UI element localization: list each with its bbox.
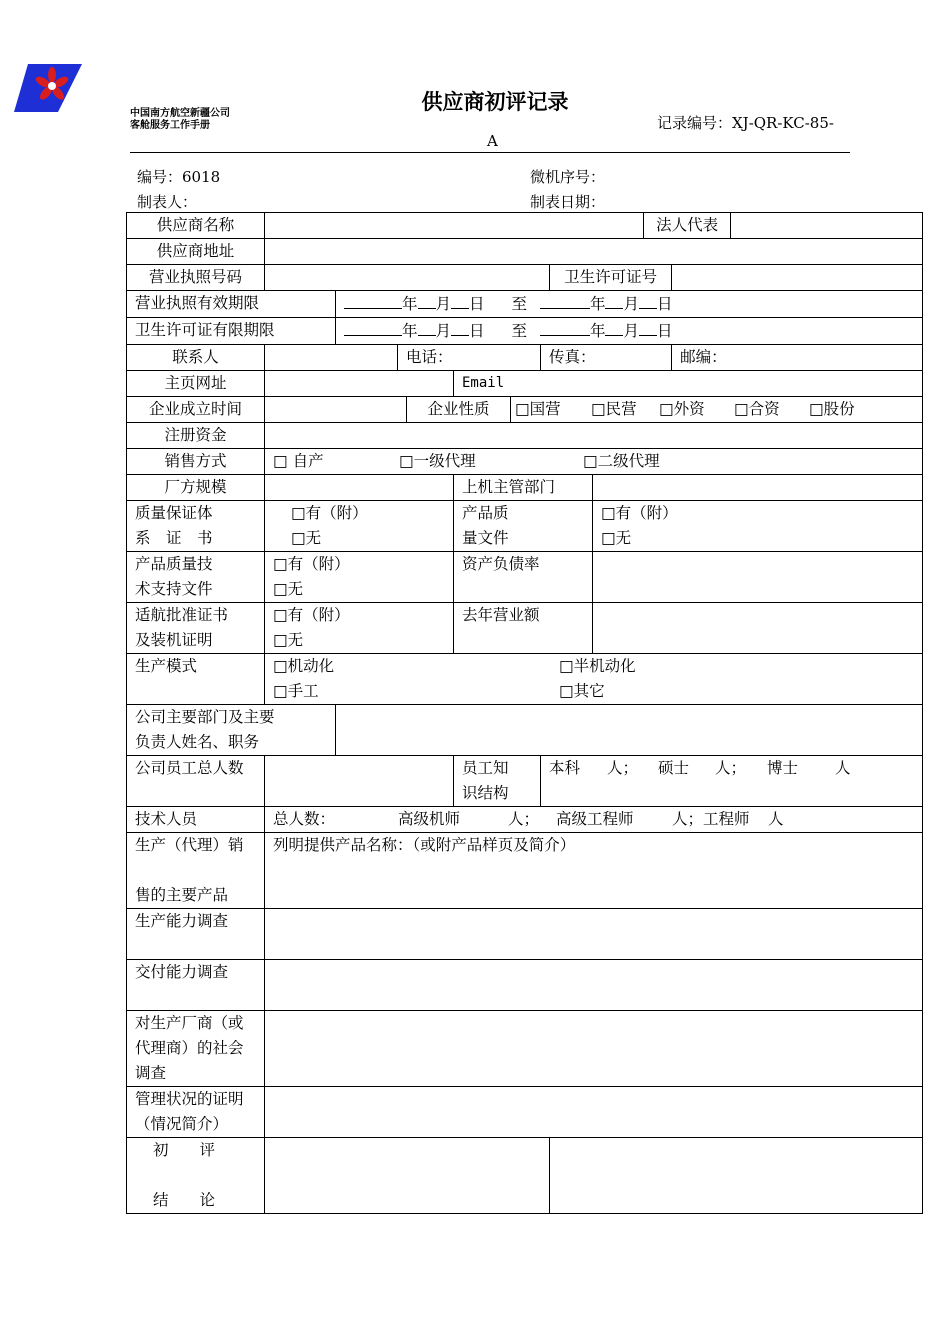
- preparer-label: 制表人：: [137, 193, 198, 211]
- row-tech-support: [127, 552, 923, 603]
- contact-value[interactable]: [265, 345, 398, 371]
- license-no-label: 营业执照号码: [127, 265, 265, 291]
- postcode-field[interactable]: 邮编：: [672, 345, 923, 371]
- nature-joint-venture-checkbox[interactable]: □合资: [734, 400, 780, 418]
- main-depts-value[interactable]: [336, 705, 923, 756]
- homepage-value[interactable]: [265, 371, 454, 397]
- debt-ratio-label: 资产负债率: [454, 552, 593, 603]
- tech-support-label: 产品质量技 术支持文件: [127, 552, 265, 603]
- prep-date-label: 制表日期：: [530, 193, 606, 211]
- prod-quality-doc-label: 产品质 量文件: [454, 501, 593, 552]
- row-main-departments: [127, 705, 923, 756]
- prelim-conclusion-signature[interactable]: [550, 1138, 923, 1214]
- sales-self-produce-checkbox[interactable]: □ 自产: [273, 452, 324, 470]
- record-number-suffix: A: [487, 132, 498, 150]
- sales-secondary-agent-checkbox[interactable]: □二级代理: [583, 452, 660, 470]
- row-production-mode: [127, 654, 923, 705]
- row-supplier-address: [127, 239, 923, 265]
- delivery-survey-label: 交付能力调查: [127, 960, 265, 1011]
- qa-cert-none-checkbox[interactable]: □无: [291, 529, 322, 547]
- row-contact: [127, 345, 923, 371]
- nature-state-owned-checkbox[interactable]: □国营: [515, 400, 561, 418]
- row-tech-staff: [127, 807, 923, 833]
- prelim-conclusion-value[interactable]: [265, 1138, 550, 1214]
- row-capacity-survey: [127, 909, 923, 960]
- sales-primary-agent-checkbox[interactable]: □一级代理: [399, 452, 476, 470]
- supplier-addr-label: 供应商地址: [127, 239, 265, 265]
- prod-manual-checkbox[interactable]: □手工: [273, 682, 319, 700]
- airworthiness-has-checkbox[interactable]: □有（附）: [273, 606, 350, 624]
- mgmt-proof-label: 管理状况的证明 （情况简介）: [127, 1087, 265, 1138]
- row-factory-scale: [127, 475, 923, 501]
- email-field[interactable]: Email: [454, 371, 923, 397]
- row-homepage: [127, 371, 923, 397]
- last-year-revenue-label: 去年营业额: [454, 603, 593, 654]
- mgmt-proof-value[interactable]: [265, 1087, 923, 1138]
- tech-support-options[interactable]: [265, 552, 454, 603]
- page-title: 供应商初评记录: [421, 90, 569, 114]
- row-airworthiness: [127, 603, 923, 654]
- supervising-dept-value[interactable]: [593, 475, 923, 501]
- qa-cert-has-checkbox[interactable]: □有（附）: [291, 504, 368, 522]
- tech-staff-label: 技术人员: [127, 807, 265, 833]
- total-staff-label: 公司员工总人数: [127, 756, 265, 807]
- prelim-conclusion-label: 初 评 结 论: [127, 1138, 265, 1214]
- factory-scale-value[interactable]: [265, 475, 454, 501]
- prod-semi-mechanized-checkbox[interactable]: □半机动化: [559, 657, 636, 675]
- delivery-survey-value[interactable]: [265, 960, 923, 1011]
- tech-staff-breakdown[interactable]: 总人数： 高级机师 人； 高级工程师 人；工程师 人: [265, 807, 923, 833]
- supervising-dept-label: 上机主管部门: [454, 475, 593, 501]
- health-validity-range[interactable]: 年 月 日 至 年 月 日: [336, 318, 923, 345]
- company-line2: 客舱服务工作手册: [130, 120, 210, 131]
- row-sales-mode: [127, 449, 923, 475]
- health-permit-no-label: 卫生许可证号: [550, 265, 672, 291]
- nature-foreign-checkbox[interactable]: □外资: [659, 400, 705, 418]
- airworthiness-label: 适航批准证书 及装机证明: [127, 603, 265, 654]
- established-label: 企业成立时间: [127, 397, 265, 423]
- row-staff: [127, 756, 923, 807]
- form-number: 编号：6018: [137, 168, 221, 186]
- prod-quality-doc-options[interactable]: [593, 501, 923, 552]
- legal-rep-value[interactable]: [731, 213, 923, 239]
- supplier-name-value[interactable]: [265, 213, 644, 239]
- capacity-survey-value[interactable]: [265, 909, 923, 960]
- nature-private-checkbox[interactable]: □民营: [591, 400, 637, 418]
- license-validity-label: 营业执照有效期限: [127, 291, 336, 318]
- production-mode-label: 生产模式: [127, 654, 265, 705]
- supplier-form-table: [126, 212, 923, 1214]
- degree-breakdown[interactable]: 本科 人； 硕士 人； 博士 人: [541, 756, 923, 807]
- established-value[interactable]: [265, 397, 407, 423]
- row-delivery-survey: [127, 960, 923, 1011]
- row-preliminary-conclusion: [127, 1138, 923, 1214]
- row-license-validity: [127, 291, 923, 318]
- contact-label: 联系人: [127, 345, 265, 371]
- prod-mechanized-checkbox[interactable]: □机动化: [273, 657, 335, 675]
- supplier-addr-value[interactable]: [265, 239, 923, 265]
- row-social-survey: [127, 1011, 923, 1087]
- debt-ratio-value[interactable]: [593, 552, 923, 603]
- main-depts-label: 公司主要部门及主要 负责人姓名、职务: [127, 705, 336, 756]
- knowledge-structure-label: 员工知 识结构: [454, 756, 541, 807]
- prod-quality-has-checkbox[interactable]: □有（附）: [601, 504, 678, 522]
- nature-label: 企业性质: [407, 397, 511, 423]
- reg-capital-label: 注册资金: [127, 423, 265, 449]
- sales-mode-options[interactable]: [265, 449, 923, 475]
- main-products-label: 生产（代理）销 售的主要产品: [127, 833, 265, 909]
- phone-field[interactable]: 电话：: [398, 345, 541, 371]
- tech-support-has-checkbox[interactable]: □有（附）: [273, 555, 350, 573]
- supplier-name-label: 供应商名称: [127, 213, 265, 239]
- row-registered-capital: [127, 423, 923, 449]
- nature-options[interactable]: [511, 397, 923, 423]
- airworthiness-options[interactable]: [265, 603, 454, 654]
- production-mode-options[interactable]: [265, 654, 923, 705]
- prod-other-checkbox[interactable]: □其它: [559, 682, 605, 700]
- social-survey-value[interactable]: [265, 1011, 923, 1087]
- company-line1: 中国南方航空新疆公司: [130, 108, 230, 119]
- fax-field[interactable]: 传真：: [541, 345, 672, 371]
- row-health-validity: [127, 318, 923, 345]
- tech-support-none-checkbox[interactable]: □无: [273, 580, 304, 598]
- row-supplier-name: [127, 213, 923, 239]
- sales-mode-label: 销售方式: [127, 449, 265, 475]
- row-main-products: [127, 833, 923, 909]
- legal-rep-label: 法人代表: [644, 213, 731, 239]
- qa-cert-label: 质量保证体 系 证 书: [127, 501, 265, 552]
- last-year-revenue-value[interactable]: [593, 603, 923, 654]
- row-established: [127, 397, 923, 423]
- capacity-survey-label: 生产能力调查: [127, 909, 265, 960]
- total-staff-value[interactable]: [265, 756, 454, 807]
- homepage-label: 主页网址: [127, 371, 265, 397]
- health-validity-label: 卫生许可证有限期限: [127, 318, 336, 345]
- prod-quality-none-checkbox[interactable]: □无: [601, 529, 632, 547]
- license-validity-range[interactable]: 年 月 日 至 年 月 日: [336, 291, 923, 318]
- row-license-number: [127, 265, 923, 291]
- micro-seq-label: 微机序号：: [530, 168, 606, 186]
- health-permit-no-value[interactable]: [672, 265, 923, 291]
- nature-shareholding-checkbox[interactable]: □股份: [809, 400, 855, 418]
- header-divider: [130, 152, 850, 153]
- reg-capital-value[interactable]: [265, 423, 923, 449]
- row-qa-cert: [127, 501, 923, 552]
- qa-cert-options[interactable]: [265, 501, 454, 552]
- record-number: 记录编号：XJ-QR-KC-85-: [657, 114, 834, 132]
- social-survey-label: 对生产厂商（或 代理商）的社会 调查: [127, 1011, 265, 1087]
- row-mgmt-proof: [127, 1087, 923, 1138]
- license-no-value[interactable]: [265, 265, 550, 291]
- main-products-value[interactable]: 列明提供产品名称：（或附产品样页及简介）: [265, 833, 923, 909]
- airworthiness-none-checkbox[interactable]: □无: [273, 631, 304, 649]
- factory-scale-label: 厂方规模: [127, 475, 265, 501]
